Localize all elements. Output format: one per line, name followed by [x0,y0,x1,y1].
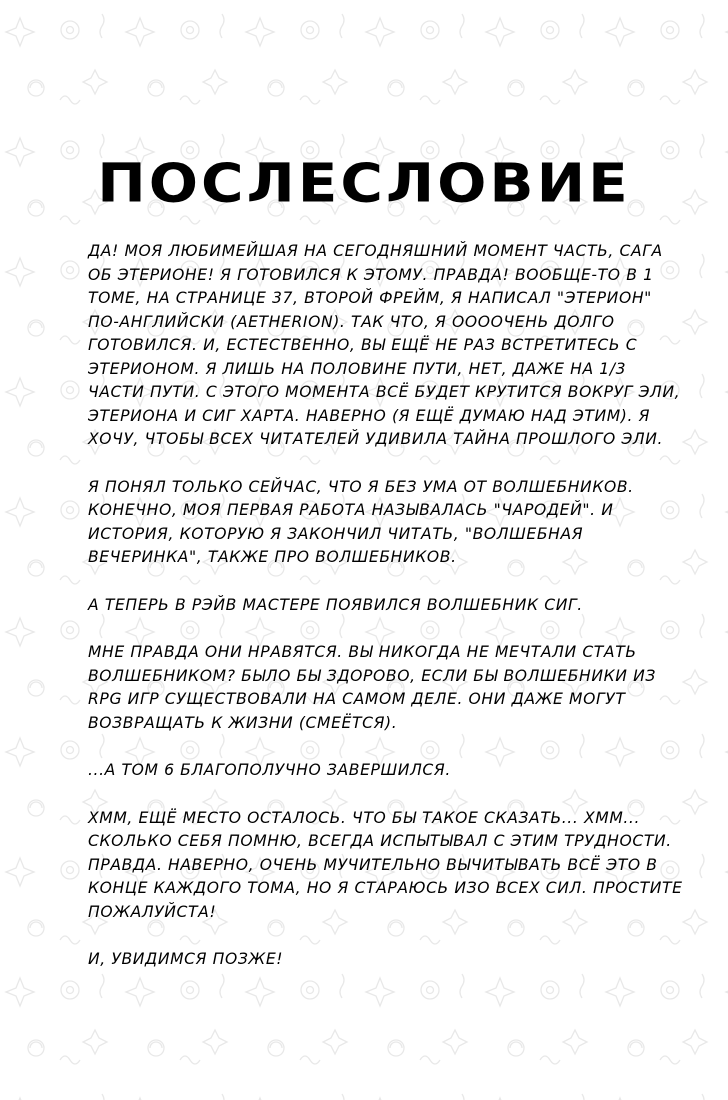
paragraph: Я ПОНЯЛ ТОЛЬКО СЕЙЧАС, ЧТО Я БЕЗ УМА ОТ ВОЛШЕБНИКОВ. КОНЕЧНО, МОЯ ПЕРВАЯ РАБОТА НАЗЫВАЛАСЬ "ЧАРОДЕЙ". И ИСТОРИЯ, КОТОРУЮ Я ЗАКОНЧИЛ ЧИТАТЬ, "ВОЛШЕБНАЯ ВЕЧЕРИНКА", ТАКЖЕ ПРО ВОЛШЕБНИКОВ. [88,477,634,566]
paragraph: А ТЕПЕРЬ В РЭЙВ МАСТЕРЕ ПОЯВИЛСЯ ВОЛШЕБНИК СИГ. [88,595,583,614]
page-title: ПОСЛЕСЛОВИЕ [97,151,631,215]
paragraph: МНЕ ПРАВДА ОНИ НРАВЯТСЯ. ВЫ НИКОГДА НЕ МЕЧТАЛИ СТАТЬ ВОЛШЕБНИКОМ? БЫЛО БЫ ЗДОРОВО, ЕСЛИ БЫ ВОЛШЕБНИКИ ИЗ RPG ИГР СУЩЕСТВОВАЛИ НА САМОМ ДЕЛЕ. ОНИ ДАЖЕ МОГУТ ВОЗВРАЩАТЬ К ЖИЗНИ (СМЕЁТСЯ). [88,643,656,732]
paragraph: ДА! МОЯ ЛЮБИМЕЙШАЯ НА СЕГОДНЯШНИЙ МОМЕНТ ЧАСТЬ, САГА ОБ ЭТЕРИОНЕ! Я ГОТОВИЛСЯ К ЭТОМУ. ПРАВДА! ВООБЩЕ-ТО В 1 ТОМЕ, НА СТРАНИЦЕ 37, ВТОРОЙ ФРЕЙМ, Я НАПИСАЛ "ЭТЕРИОН" ПО-АНГЛИЙСКИ (AETHERION). ТАК ЧТО, Я ООООЧЕНЬ ДОЛГО ГОТОВИЛСЯ. И, ЕСТЕСТВЕННО, ВЫ ЕЩЁ НЕ РАЗ ВСТРЕТИТЕСЬ С ЭТЕРИОНОМ. Я ЛИШЬ НА ПОЛОВИНЕ ПУТИ, НЕТ, ДАЖЕ НА 1/3 ЧАСТИ ПУТИ. С ЭТОГО МОМЕНТА ВСЁ БУДЕТ КРУТИТСЯ ВОКРУГ ЭЛИ, ЭТЕРИОНА И СИГ ХАРТА. НАВЕРНО (Я ЕЩЁ ДУМАЮ НАД ЭТИМ). Я ХОЧУ, ЧТОБЫ ВСЕХ ЧИТАТЕЛЕЙ УДИВИЛА ТАЙНА ПРОШЛОГО ЭЛИ. [88,242,681,448]
paragraph: И, УВИДИМСЯ ПОЗЖЕ! [88,950,284,968]
paragraph: ХММ, ЕЩЁ МЕСТО ОСТАЛОСЬ. ЧТО БЫ ТАКОЕ СКАЗАТЬ... ХММ... СКОЛЬКО СЕБЯ ПОМНЮ, ВСЕГДА ИСПЫТЫВАЛ С ЭТИМ ТРУДНОСТИ. ПРАВДА. НАВЕРНО, ОЧЕНЬ МУЧИТЕЛЬНО ВЫЧИТЫВАТЬ ВСЁ ЭТО В КОНЦЕ КАЖДОГО ТОМА, НО Я СТАРАЮСЬ ИЗО ВСЕХ СИЛ. ПРОСТИТЕ ПОЖАЛУЙСТА! [88,808,683,921]
afterword-body [88,240,688,996]
paragraph: ...А ТОМ 6 БЛАГОПОЛУЧНО ЗАВЕРШИЛСЯ. [88,761,451,779]
